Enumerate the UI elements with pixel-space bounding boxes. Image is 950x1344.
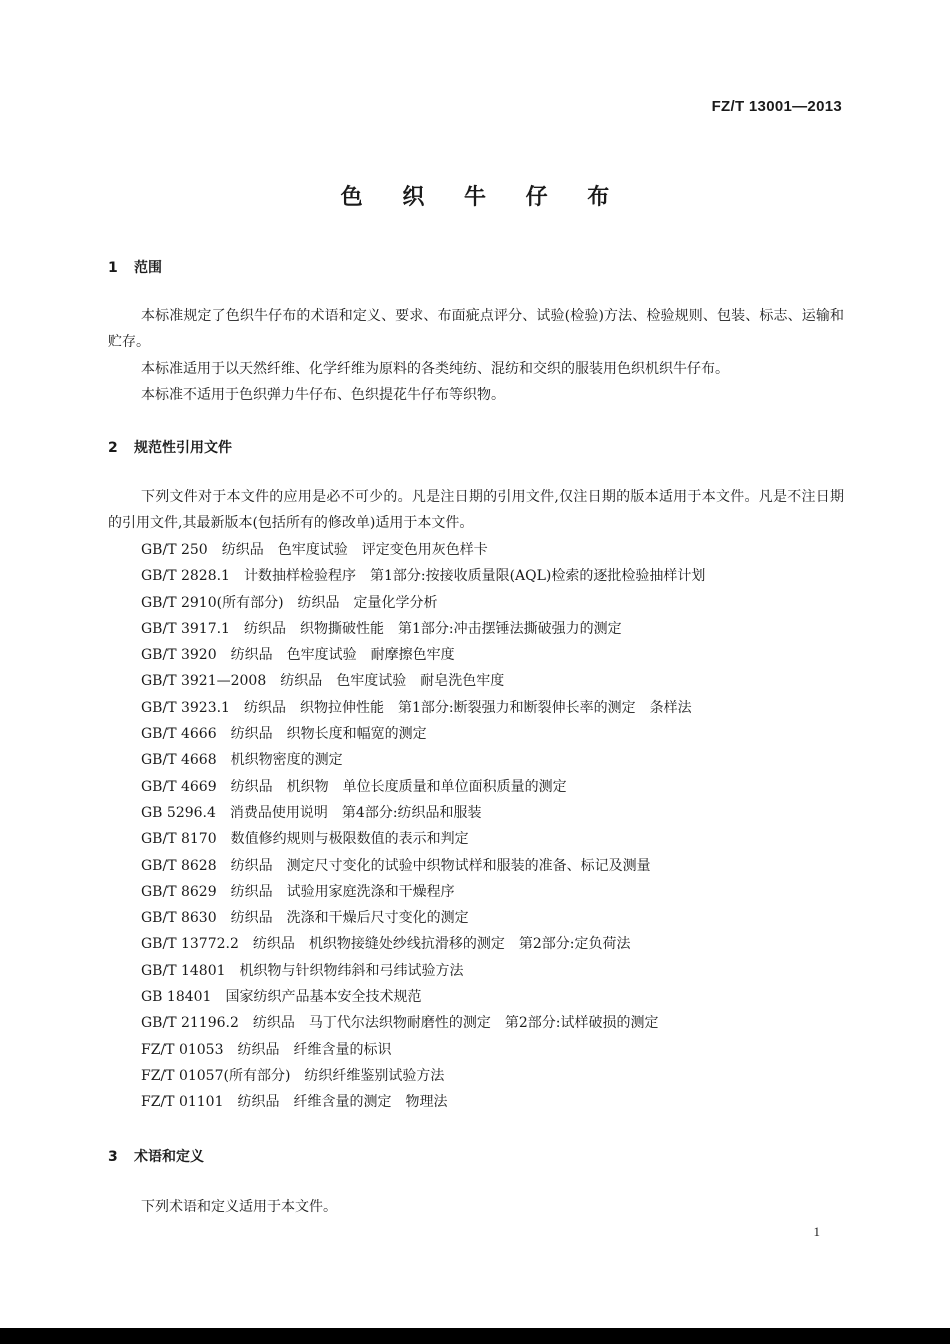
reference-item: GB/T 3921—2008 纺织品 色牢度试验 耐皂洗色牢度: [141, 673, 505, 690]
paragraph: 本标准适用于以天然纤维、化学纤维为原料的各类纯纺、混纺和交织的服装用色织机织牛仔布。: [141, 361, 729, 377]
reference-item: GB/T 3917.1 纺织品 织物撕破性能 第1部分:冲击摆锤法撕破强力的测定: [141, 620, 622, 637]
reference-item: GB/T 8630 纺织品 洗涤和干燥后尺寸变化的测定: [141, 910, 469, 927]
paragraph: 本标准不适用于色织弹力牛仔布、色织提花牛仔布等织物。: [141, 387, 505, 403]
reference-item: GB/T 3923.1 纺织品 织物拉伸性能 第1部分:断裂强力和断裂伸长率的测定 条样法: [141, 699, 692, 716]
section-number: 3: [108, 1149, 118, 1165]
reference-item: GB/T 8628 纺织品 测定尺寸变化的试验中织物试样和服装的准备、标记及测量: [141, 857, 651, 874]
reference-item: GB 18401 国家纺织产品基本安全技术规范: [141, 989, 422, 1006]
reference-item: GB/T 2828.1 计数抽样检验程序 第1部分:按接收质量限(AQL)检索的逐批检验抽样计划: [141, 568, 706, 585]
section-2-heading: [108, 437, 232, 457]
section-title: 规范性引用文件: [134, 440, 232, 456]
reference-item: GB/T 8170 数值修约规则与极限数值的表示和判定: [141, 831, 469, 848]
section-1-heading: [108, 257, 162, 277]
reference-item: GB/T 3920 纺织品 色牢度试验 耐摩擦色牢度: [141, 647, 455, 664]
section-3-heading: [108, 1146, 204, 1166]
reference-item: GB/T 21196.2 纺织品 马丁代尔法织物耐磨性的测定 第2部分:试样破损的测定: [141, 1015, 659, 1032]
reference-item: FZ/T 01057(所有部分) 纺织纤维鉴别试验方法: [141, 1067, 445, 1084]
reference-item: GB/T 4668 机织物密度的测定: [141, 752, 343, 769]
reference-item: FZ/T 01053 纺织品 纤维含量的标识: [141, 1041, 392, 1058]
section-number: 1: [108, 260, 118, 276]
reference-item: GB 5296.4 消费品使用说明 第4部分:纺织品和服装: [141, 804, 482, 821]
reference-item: GB/T 4669 纺织品 机织物 单位长度质量和单位面积质量的测定: [141, 778, 567, 795]
paragraph: 下列文件对于本文件的应用是必不可少的。凡是注日期的引用文件,仅注日期的版本适用于本文件。凡是不注日期的引用文件,其最新版本(包括所有的修改单)适用于本文件。: [108, 489, 844, 532]
normative-references-list: [141, 537, 705, 1116]
reference-item: GB/T 4666 纺织品 织物长度和幅宽的测定: [141, 726, 427, 743]
reference-item: GB/T 8629 纺织品 试验用家庭洗涤和干燥程序: [141, 883, 455, 900]
reference-item: GB/T 13772.2 纺织品 机织物接缝处纱线抗滑移的测定 第2部分:定负荷法: [141, 936, 631, 953]
reference-item: FZ/T 01101 纺织品 纤维含量的测定 物理法: [141, 1094, 448, 1111]
paragraph: 本标准规定了色织牛仔布的术语和定义、要求、布面疵点评分、试验(检验)方法、检验规则、包装、标志、运输和贮存。: [108, 308, 844, 351]
reference-item: GB/T 250 纺织品 色牢度试验 评定变色用灰色样卡: [141, 542, 488, 558]
section-number: 2: [108, 440, 118, 456]
paragraph: 下列术语和定义适用于本文件。: [141, 1199, 337, 1215]
bottom-edge-bar: [0, 1328, 950, 1344]
reference-item: GB/T 14801 机织物与针织物纬斜和弓纬试验方法: [141, 962, 464, 979]
standard-number: FZ/T 13001—2013: [711, 98, 842, 115]
page-number: 1: [813, 1224, 820, 1239]
document-title: 色 织 牛 仔 布: [340, 185, 626, 210]
section-title: 术语和定义: [134, 1149, 204, 1165]
section-title: 范围: [134, 260, 162, 276]
reference-item: GB/T 2910(所有部分) 纺织品 定量化学分析: [141, 594, 438, 611]
